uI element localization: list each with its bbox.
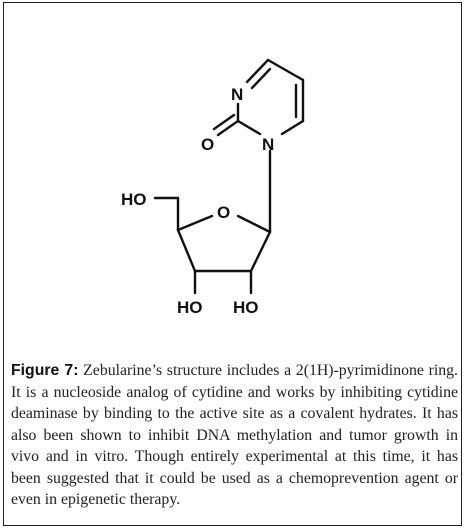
bond-c2prime-c1prime [251,232,270,271]
bond-c4prime-c3prime [178,230,195,271]
atom-ho-c5-label: HO [121,190,147,209]
caption-text: Zebularine’s structure includes a 2(1H)-pyrimidinone ring. It is a nucleoside analog of cytidine and works by inhibiting cytidine deaminase by binding to the active site as a covalent hydrates. It has also been shown to inhibit DNA methylation and tumor growth in vivo and in vitro. Though entirely experimental at this time, it has been suggested that it could be used as a chemoprevention agent or even in epigenetic therapy. [11,362,458,508]
figure-caption [11,360,458,511]
bond-c4-c5 [268,60,303,80]
bond-c6-n1 [282,121,303,134]
atom-ho-c2-label: HO [233,298,259,317]
ribose-ring [155,198,270,293]
bond-n3-c4-double [252,69,270,88]
atom-o-ring-label: O [217,203,231,222]
bond-o4prime-c4prime [178,216,212,230]
bond-n3-c4 [247,60,268,82]
atom-o-carbonyl-label: O [201,135,215,154]
atom-n1-label: N [262,135,275,154]
bond-n1-c2 [238,121,260,134]
caption-label: Figure 7: [11,362,79,379]
bond-c1prime-o4prime [238,216,270,232]
atom-ho-c3-label: HO [177,298,203,317]
atom-n3-label: N [231,85,244,104]
